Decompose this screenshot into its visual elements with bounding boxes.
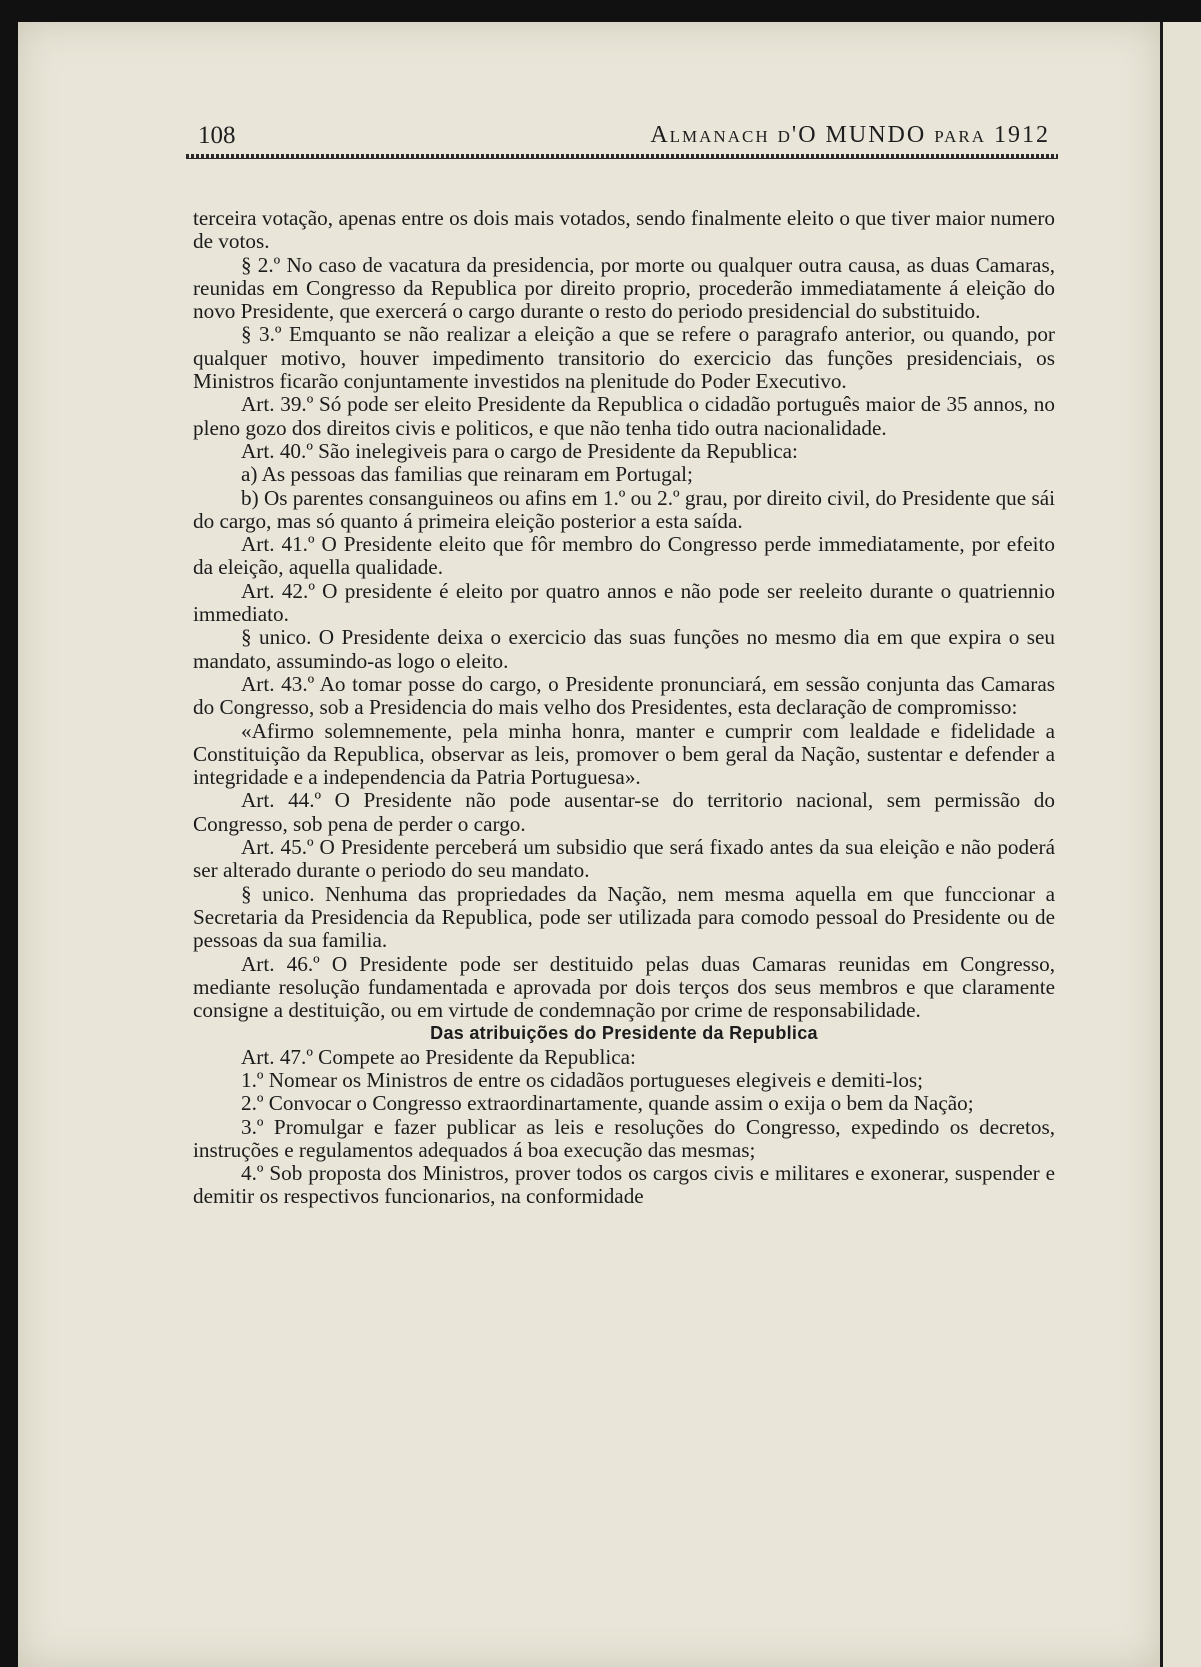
paragraph: «Afirmo solemnemente, pela minha honra, manter e cumprir com lealdade e fidelidade a Constituição da Republica, observar as leis, promover o bem geral da Nação, sustentar e defender a integridade e a independencia da Patria Portuguesa». xyxy=(193,718,1055,790)
page-header xyxy=(18,22,1160,162)
section-paragraph: Art. 47.º Compete ao Presidente da Republica: xyxy=(241,1044,636,1069)
running-head: Almanach d'O MUNDO para 1912 xyxy=(650,122,1050,148)
paragraph: § unico. O Presidente deixa o exercicio das suas funções no mesmo dia em que expira o seu mandato, assumindo-as logo o eleito. xyxy=(193,625,1055,673)
paragraph: b) Os parentes consanguineos ou afins em 1.º ou 2.º grau, por direito civil, do Presidente que sái do cargo, mas só quanto á primeira eleição posterior a esta saída. xyxy=(193,485,1055,533)
section-paragraph: 4.º Sob proposta dos Ministros, prover todos os cargos civis e militares e exonerar, suspender e demitir os respectivos funcionarios, na conformidade xyxy=(193,1161,1055,1209)
paragraph: Art. 44.º O Presidente não pode ausentar-se do territorio nacional, sem permissão do Congresso, sob pena de perder o cargo. xyxy=(193,788,1055,836)
paragraph: Art. 45.º O Presidente perceberá um subsidio que será fixado antes da sua eleição e não poderá ser alterado durante o periodo do seu mandato. xyxy=(193,835,1055,883)
paragraph: terceira votação, apenas entre os dois mais votados, sendo finalmente eleito o que tiver maior numero de votos. xyxy=(193,206,1055,254)
section-title: Das atribuições do Presidente da Republica xyxy=(430,1023,818,1044)
book-page xyxy=(18,22,1160,1667)
paragraph: Art. 40.º São inelegiveis para o cargo de Presidente da Republica: xyxy=(241,438,798,463)
section-paragraph: 2.º Convocar o Congresso extraordinartamente, quande assim o exija o bem da Nação; xyxy=(241,1091,974,1116)
paragraph: Art. 42.º O presidente é eleito por quatro annos e não pode ser reeleito durante o quatriennio immediato. xyxy=(193,578,1055,627)
section-paragraph: 3.º Promulgar e fazer publicar as leis e resoluções do Congresso, expedindo os decretos, instruções e regulamentos adequados á boa execução das mesmas; xyxy=(193,1114,1055,1162)
header-rule xyxy=(186,154,1058,159)
paragraph: Art. 46.º O Presidente pode ser destituido pelas duas Camaras reunidas em Congresso, mediante resolução fundamentada e aprovada por dois terços dos seus membros e que claramente consigne a destituição, ou em virtude de condemnação por crime de responsabilidade. xyxy=(193,951,1055,1023)
section-paragraph: 1.º Nomear os Ministros de entre os cidadãos portugueses elegiveis e demiti-los; xyxy=(241,1067,924,1092)
paragraph: § unico. Nenhuma das propriedades da Nação, nem mesma aquella em que funccionar a Secretaria da Presidencia da Republica, pode ser utilizada para comodo pessoal do Presidente ou de pessoas da sua familia. xyxy=(193,881,1055,953)
paragraph: Art. 41.º O Presidente eleito que fôr membro do Congresso perde immediatamente, por efeito da eleição, aquella qualidade. xyxy=(193,532,1055,580)
adjacent-page-edge xyxy=(1160,22,1201,1667)
paragraph: Art. 39.º Só pode ser eleito Presidente da Republica o cidadão português maior de 35 annos, no pleno gozo dos direitos civis e politicos, e que não tenha tido outra nacionalidade. xyxy=(193,392,1055,440)
paragraph: § 2.º No caso de vacatura da presidencia, por morte ou qualquer outra causa, as duas Camaras, reunidas em Congresso da Republica por direito proprio, procederão immediatamente á eleição do novo Presidente, que exercerá o cargo durante o resto do periodo presidencial do substituido. xyxy=(193,252,1055,324)
paragraph: Art. 43.º Ao tomar posse do cargo, o Presidente pronunciará, em sessão conjunta das Camaras do Congresso, sob a Presidencia do mais velho dos Presidentes, esta declaração de compromisso: xyxy=(193,671,1055,720)
paragraph: a) As pessoas das familias que reinaram em Portugal; xyxy=(241,462,693,487)
paragraph: § 3.º Emquanto se não realizar a eleição a que se refere o paragrafo anterior, ou quando, por qualquer motivo, houver impedimento transitorio do exercicio das funções presidenciais, os Ministros ficarão conjuntamente investidos na plenitude do Poder Executivo. xyxy=(193,322,1055,394)
page-number: 108 xyxy=(198,122,236,149)
page-body xyxy=(193,207,1055,1209)
